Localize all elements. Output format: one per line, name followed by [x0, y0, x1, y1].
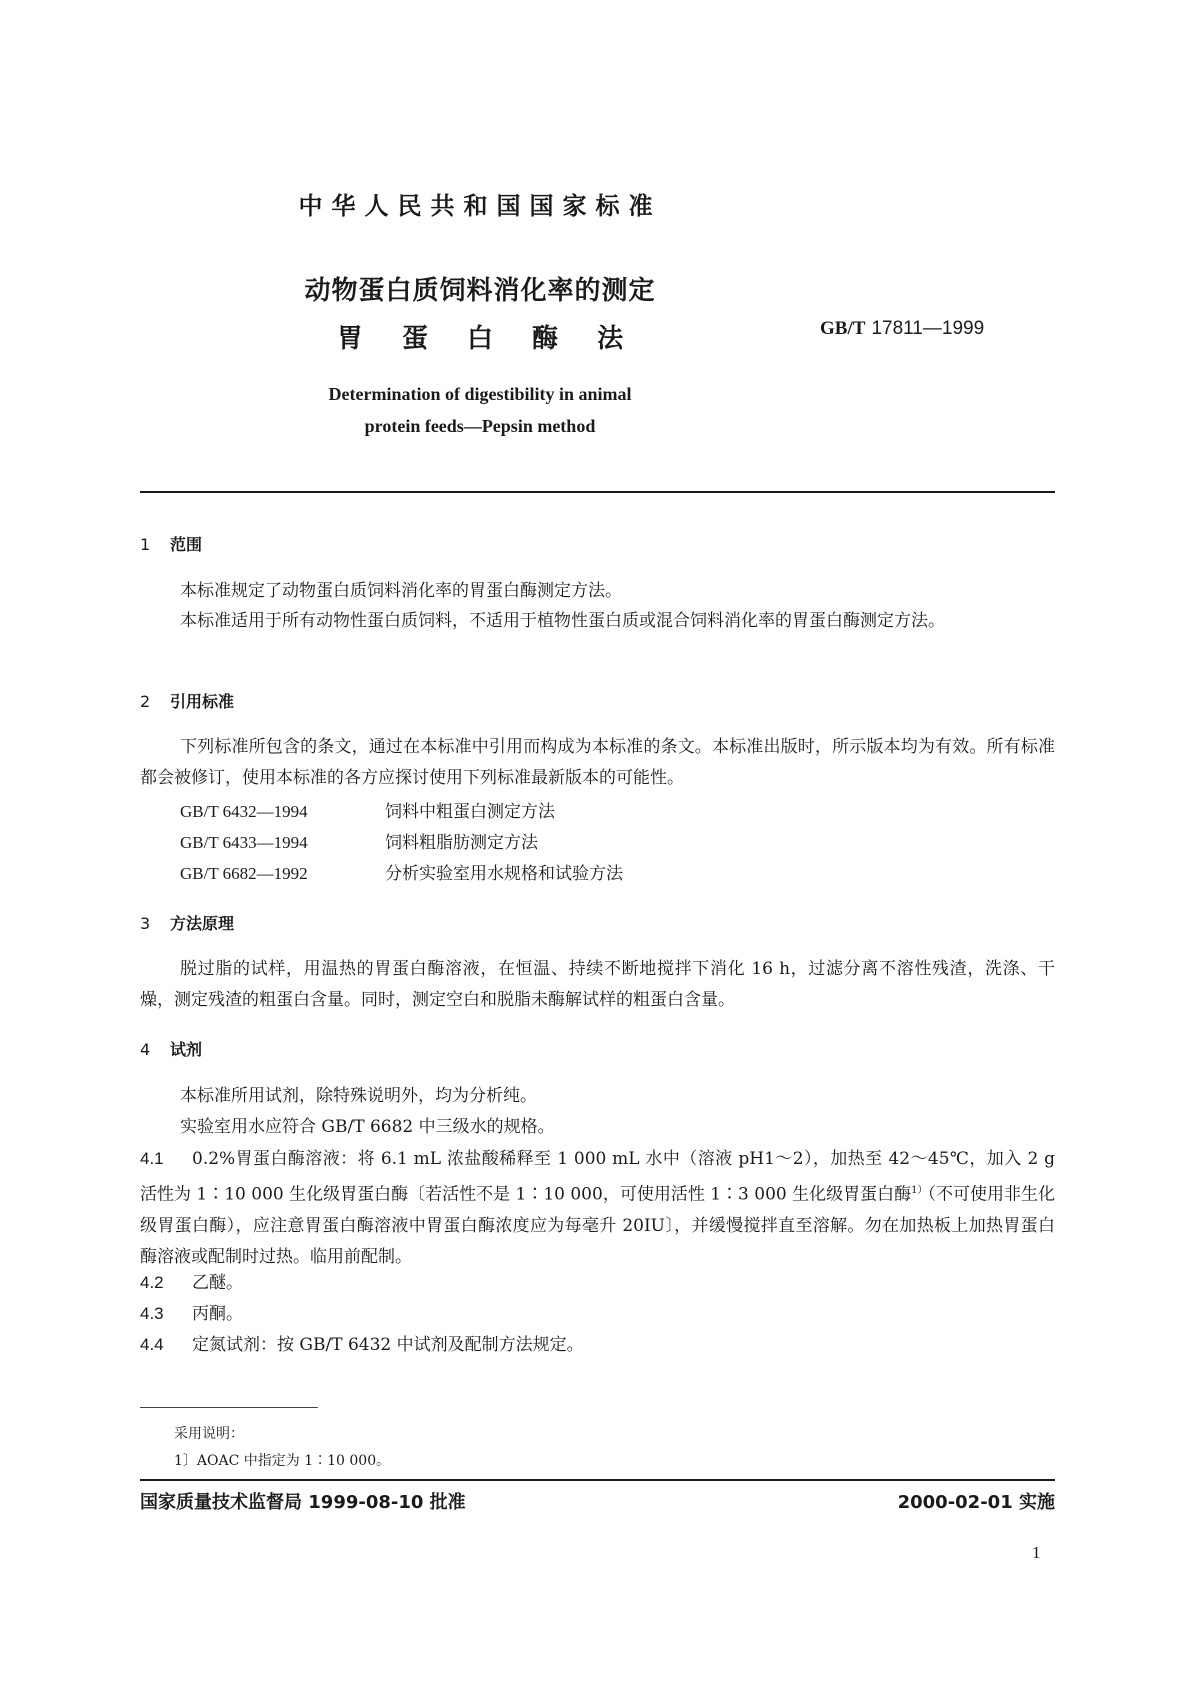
standard-type-heading: 中华人民共和国国家标准 — [298, 192, 662, 220]
reference-item — [180, 828, 538, 853]
bottom-divider — [140, 1479, 1055, 1481]
item-number: 4.2 — [140, 1273, 164, 1292]
s3-paragraph-1: 脱过脂的试样，用温热的胃蛋白酶溶液，在恒温、持续不断地搅拌下消化 16 h，过滤分离不溶性残渣，洗涤、干燥，测定残渣的粗蛋白含量。同时，测定空白和脱脂未酶解试样的粗蛋白含量。 — [140, 959, 1055, 1010]
item-text-b: （不可使用非生化级胃蛋白酶），应注意胃蛋白酶溶液中胃蛋白酶浓度应为每毫升 20IU〕，并缓慢搅拌直至溶解。勿在加热板上加热胃蛋白酶溶液或配制时过热。临用前配制。 — [140, 1184, 1056, 1267]
cn-title-line1: 动物蛋白质饲料消化率的测定 — [304, 276, 656, 306]
item-number: 4.3 — [140, 1304, 164, 1323]
en-title — [0, 378, 960, 442]
section-title: 范围 — [170, 535, 203, 554]
item-text: 定氮试剂：按 GB/T 6432 中试剂及配制方法规定。 — [192, 1335, 584, 1355]
footnote-label: 采用说明： — [174, 1426, 244, 1442]
s4-paragraph-2: 实验室用水应符合 GB/T 6682 中三级水的规格。 — [180, 1117, 555, 1137]
section-1-heading — [140, 532, 202, 555]
section-title: 引用标准 — [170, 692, 235, 711]
footnote-ref: 1） — [911, 1185, 928, 1196]
effective-date: 2000-02-01 实施 — [897, 1492, 1055, 1513]
item-number: 4.4 — [140, 1335, 164, 1354]
top-divider — [140, 491, 1055, 493]
reagent-item-4-4 — [140, 1329, 1055, 1361]
reference-item — [180, 859, 623, 884]
section-number: 4 — [140, 1040, 151, 1059]
section-number: 2 — [140, 692, 151, 711]
item-number: 4.1 — [140, 1149, 164, 1168]
item-text-a: 0.2%胃蛋白酶溶液：将 6.1 mL 浓盐酸稀释至 1 000 mL 水中（溶液 pH1～2），加热至 42～45℃，加入 2 g 活性为 1∶10 000 生化级胃蛋白酶〔若活性不是 1∶10 000，可使用活性 1∶3 000 生化级胃蛋白酶 — [140, 1149, 1055, 1205]
reference-code: GB/T 6682—1992 — [180, 864, 308, 883]
cn-title-line2: 胃 蛋 白 酶 法 — [336, 324, 624, 354]
standard-code-prefix: GB/T — [820, 318, 866, 339]
reference-title: 饲料粗脂肪测定方法 — [385, 833, 538, 853]
section-3-heading — [140, 911, 234, 934]
item-text: 丙酮。 — [192, 1304, 243, 1324]
section-title: 方法原理 — [170, 914, 235, 933]
footnote-1: 1〕AOAC 中指定为 1∶10 000。 — [174, 1453, 391, 1469]
section-2-heading — [140, 689, 234, 712]
s2-paragraph-1: 下列标准所包含的条文，通过在本标准中引用而构成为本标准的条文。本标准出版时，所示版本均为有效。所有标准都会被修订，使用本标准的各方应探讨使用下列标准最新版本的可能性。 — [140, 737, 1055, 788]
s1-paragraph-1: 本标准规定了动物蛋白质饲料消化率的胃蛋白酶测定方法。 — [180, 581, 622, 601]
s4-paragraph-1: 本标准所用试剂，除特殊说明外，均为分析纯。 — [180, 1086, 537, 1106]
footnote-divider — [140, 1407, 318, 1408]
reference-code: GB/T 6433—1994 — [180, 833, 308, 852]
approval-statement: 国家质量技术监督局 1999-08-10 批准 — [140, 1492, 466, 1513]
reagent-item-4-2 — [140, 1267, 1055, 1299]
reagent-item-4-3 — [140, 1298, 1055, 1330]
en-title-line1: Determination of digestibility in animal — [328, 384, 632, 404]
reference-item — [180, 797, 555, 822]
standard-code-number: 17811—1999 — [871, 318, 985, 339]
s1-paragraph-2: 本标准适用于所有动物性蛋白质饲料，不适用于植物性蛋白质或混合饲料消化率的胃蛋白酶测定方法。 — [180, 611, 945, 631]
reference-title: 分析实验室用水规格和试验方法 — [385, 864, 623, 884]
section-number: 3 — [140, 914, 151, 933]
section-title: 试剂 — [170, 1040, 203, 1059]
reference-title: 饲料中粗蛋白测定方法 — [385, 802, 555, 822]
reagent-item-4-1 — [140, 1143, 1055, 1273]
section-4-heading — [140, 1037, 202, 1060]
reference-code: GB/T 6432—1994 — [180, 802, 308, 821]
section-number: 1 — [140, 535, 151, 554]
page-number: 1 — [1032, 1543, 1041, 1562]
item-text: 乙醚。 — [192, 1273, 243, 1293]
en-title-line2: protein feeds—Pepsin method — [364, 416, 596, 436]
standard-code — [820, 317, 984, 340]
